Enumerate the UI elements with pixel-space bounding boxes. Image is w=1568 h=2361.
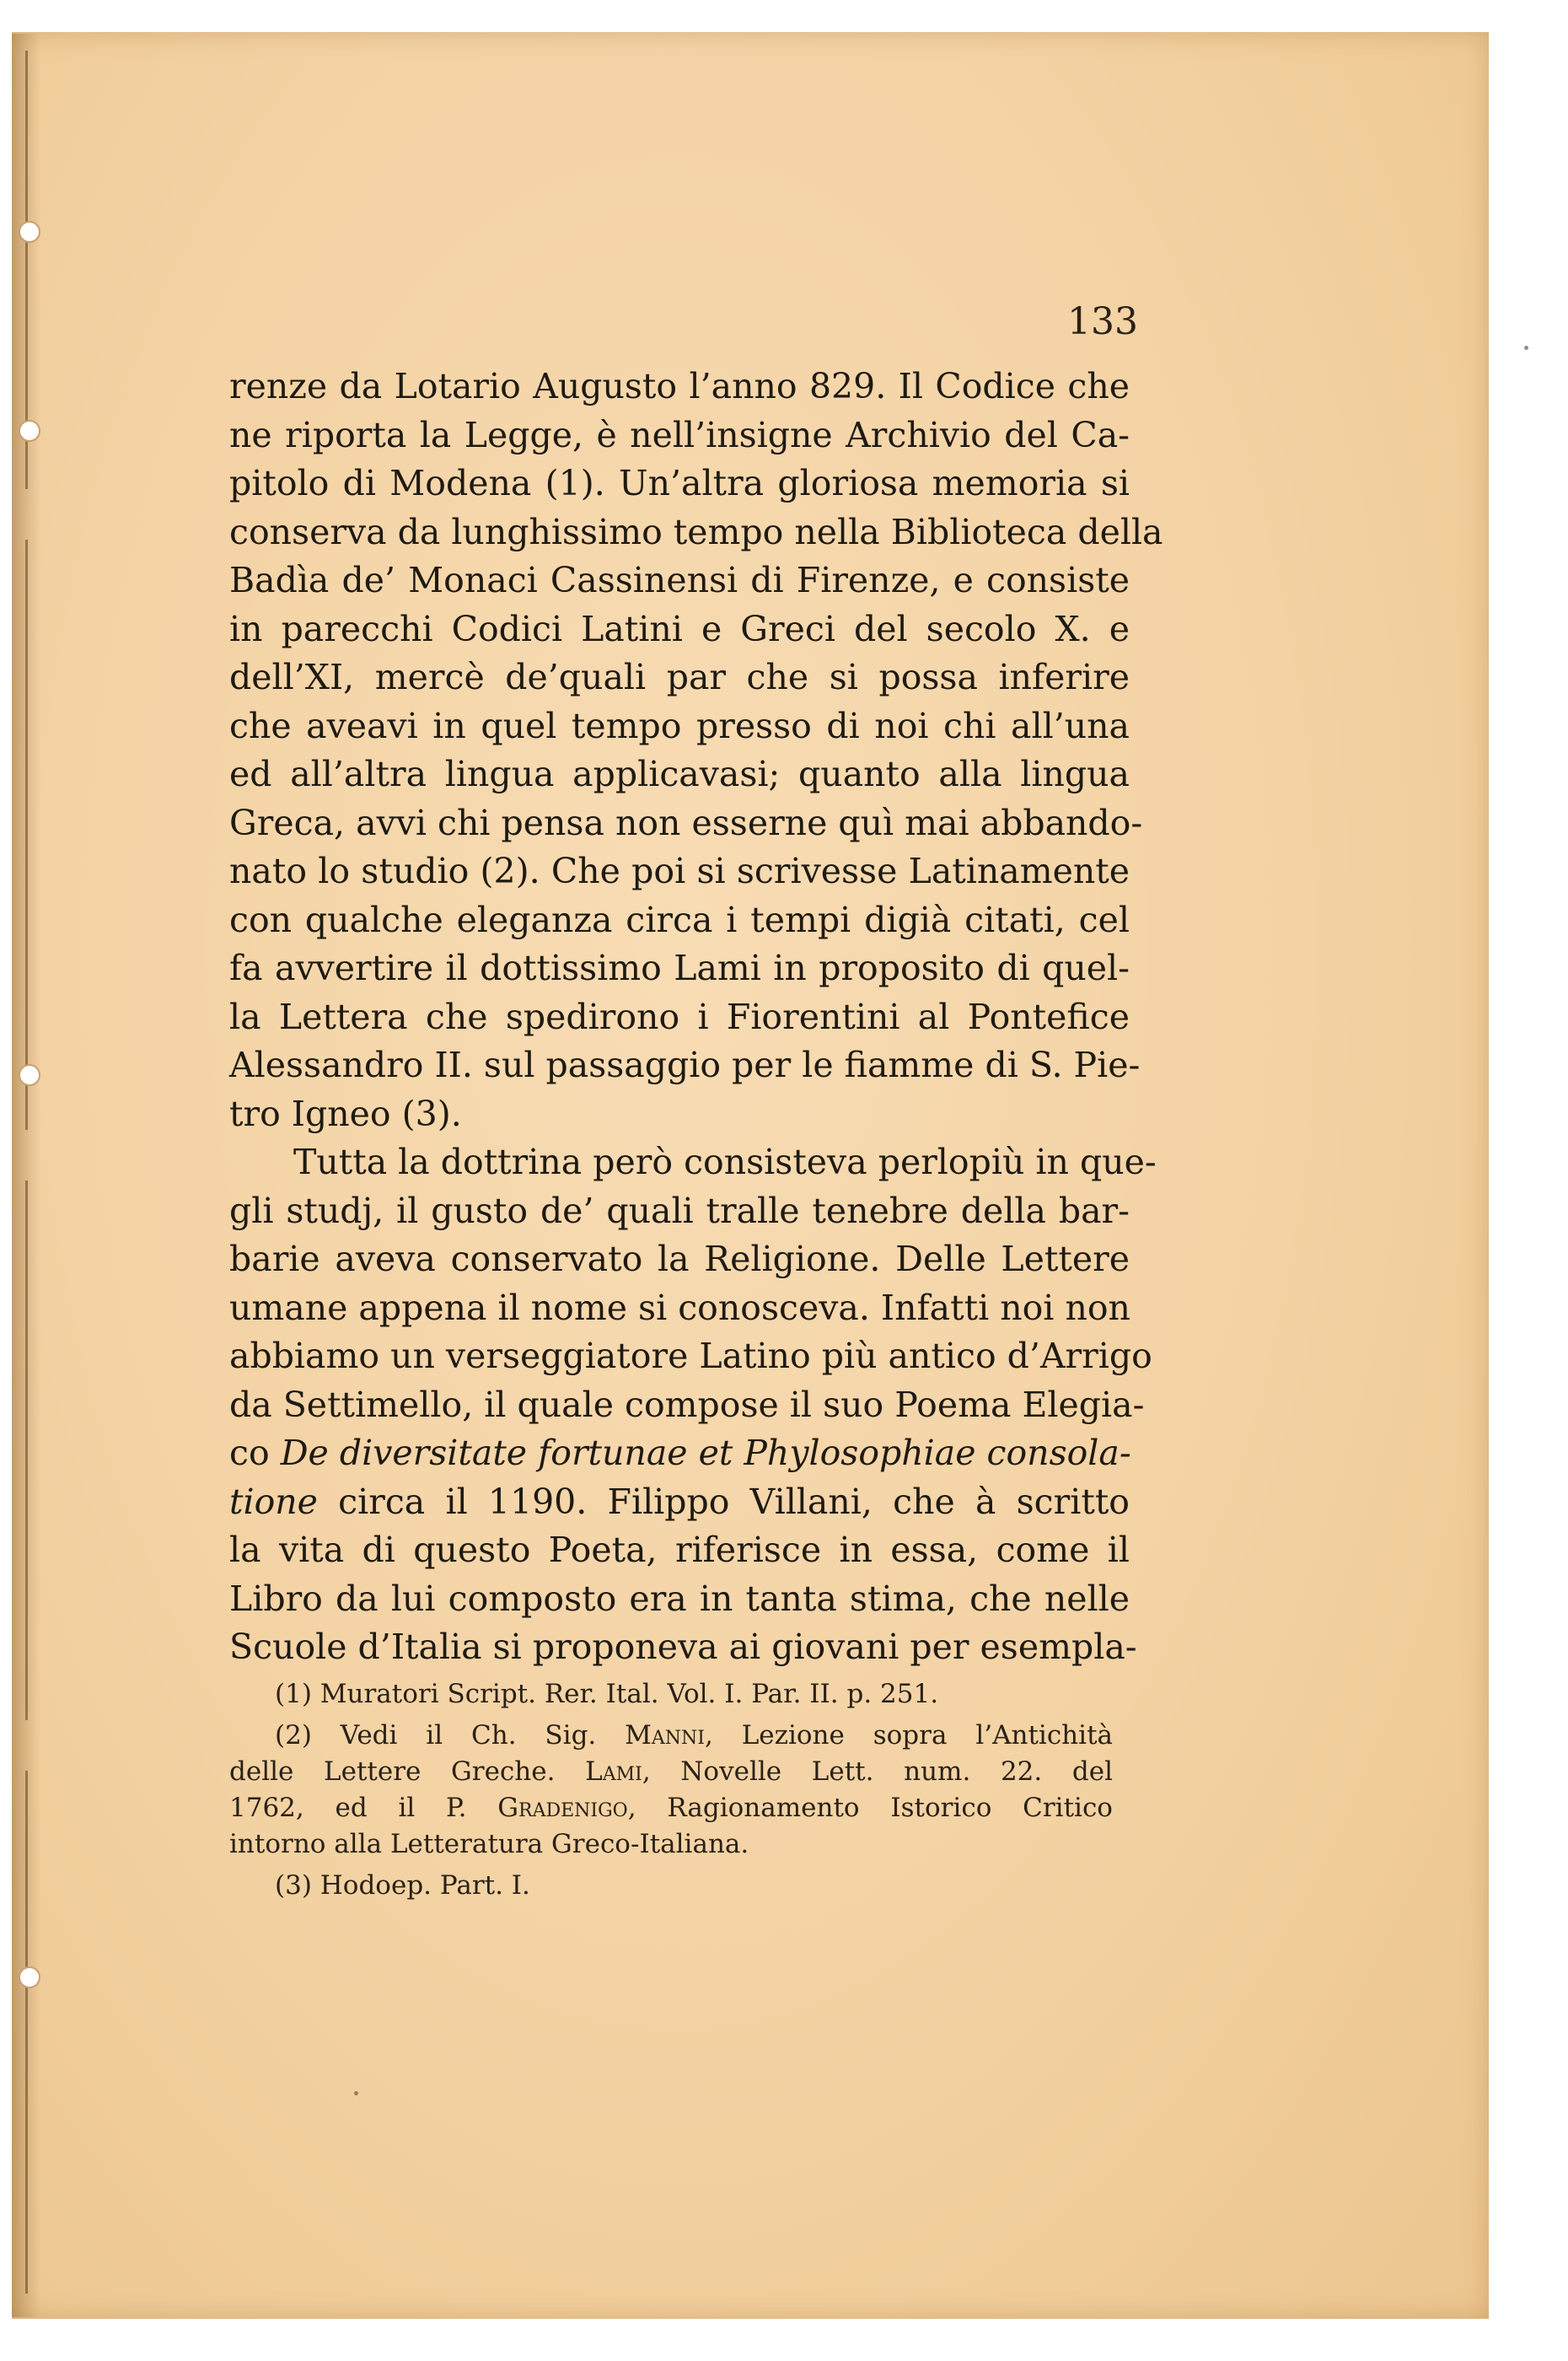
- author-name: Manni: [625, 1720, 705, 1751]
- text-fragment: circa il 1190. Filippo Villani, che à scritto: [317, 1481, 1130, 1522]
- text-line: Greca, avvi chi pensa non esserne quì mai abbando-: [229, 802, 1143, 843]
- text-line: dell’XI, mercè de’quali par che si possa inferire: [229, 657, 1130, 697]
- text-line: con qualche eleganza circa i tempi digià citati, cel: [229, 899, 1130, 940]
- text-fragment: 1762, ed il P.: [229, 1793, 498, 1823]
- footnote-3: (3) Hodoep. Part. I.: [275, 1870, 530, 1901]
- italic-title: De diversitate fortunae et Phylosophiae consola-: [280, 1433, 1131, 1473]
- binding-hole: [19, 221, 40, 243]
- text-line: fa avvertire il dottissimo Lami in proposito di quel-: [229, 948, 1130, 988]
- ink-speck: [354, 2091, 358, 2095]
- text-line: renze da Lotario Augusto l’anno 829. Il Codice che: [229, 366, 1130, 406]
- text-line: tro Igneo (3).: [229, 1093, 462, 1134]
- text-line: gli studj, il gusto de’ quali tralle tenebre della bar-: [229, 1190, 1130, 1231]
- text-line: ne riporta la Legge, è nell’insigne Archivio del Ca-: [229, 414, 1130, 455]
- text-line: Alessandro II. sul passaggio per le fiamme di S. Pie-: [229, 1045, 1141, 1085]
- author-name: Lami: [585, 1756, 642, 1787]
- text-line: nato lo studio (2). Che poi si scrivesse Latinamente: [229, 851, 1130, 891]
- text-line: la vita di questo Poeta, riferisce in essa, come il: [229, 1530, 1130, 1570]
- text-fragment: delle Lettere Greche.: [229, 1756, 586, 1787]
- text-line: Tutta la dottrina però consisteva perlopiù in que-: [293, 1142, 1157, 1182]
- footnote-2-line: [229, 1718, 1113, 1754]
- text-line: [229, 1429, 1130, 1478]
- binding-hole: [19, 1966, 40, 1988]
- main-text-block: [229, 363, 1163, 1672]
- text-line: barie aveva conservato la Religione. Delle Lettere: [229, 1239, 1130, 1279]
- text-line: [229, 1478, 1130, 1527]
- binding-stitch-line: [25, 1180, 28, 1720]
- text-line: Libro da lui composto era in tanta stima, che nelle: [229, 1578, 1130, 1619]
- footnote-1: (1) Muratori Script. Rer. Ital. Vol. I. Par. II. p. 251.: [275, 1679, 939, 1709]
- text-line: Scuole d’Italia si proponeva ai giovani per esempla-: [229, 1627, 1137, 1667]
- page-number: 133: [1067, 300, 1138, 343]
- text-line: la Lettera che spedirono i Fiorentini al Pontefice: [229, 996, 1130, 1037]
- text-fragment: , Novelle Lett. num. 22. del: [642, 1756, 1113, 1787]
- text-line: che aveavi in quel tempo presso di noi chi all’una: [229, 705, 1130, 746]
- italic-title: tione: [229, 1481, 318, 1522]
- text-line: pitolo di Modena (1). Un’altra gloriosa memoria si: [229, 463, 1130, 503]
- footnote-2-line: intorno alla Letteratura Greco-Italiana.: [229, 1829, 749, 1859]
- text-line: ed all’altra lingua applicavasi; quanto alla lingua: [229, 754, 1130, 794]
- binding-stitch-line: [25, 1771, 28, 2294]
- footnote-2-line: [229, 1790, 1113, 1826]
- author-name: Gradenigo: [497, 1793, 628, 1823]
- text-line: conserva da lunghissimo tempo nella Biblioteca della: [229, 511, 1163, 552]
- text-line: in parecchi Codici Latini e Greci del secolo X. e: [229, 608, 1130, 649]
- footnotes-block: [229, 1676, 1113, 1904]
- text-fragment: co: [229, 1433, 281, 1473]
- text-line: Badìa de’ Monaci Cassinensi di Firenze, e consiste: [229, 560, 1130, 600]
- text-line: abbiamo un verseggiatore Latino più antico d’Arrigo: [229, 1336, 1152, 1376]
- ink-speck: [1524, 346, 1528, 350]
- text-line: da Settimello, il quale compose il suo Poema Elegia-: [229, 1384, 1145, 1425]
- text-fragment: (2) Vedi il Ch. Sig.: [275, 1720, 626, 1751]
- binding-hole: [19, 420, 40, 442]
- text-line: umane appena il nome si conosceva. Infatti noi non: [229, 1287, 1130, 1328]
- text-fragment: , Ragionamento Istorico Critico: [627, 1793, 1113, 1823]
- binding-hole: [19, 1064, 40, 1086]
- text-fragment: , Lezione sopra l’Antichità: [704, 1720, 1114, 1751]
- footnote-2-line: [229, 1754, 1113, 1790]
- binding-stitch-line: [25, 540, 28, 1130]
